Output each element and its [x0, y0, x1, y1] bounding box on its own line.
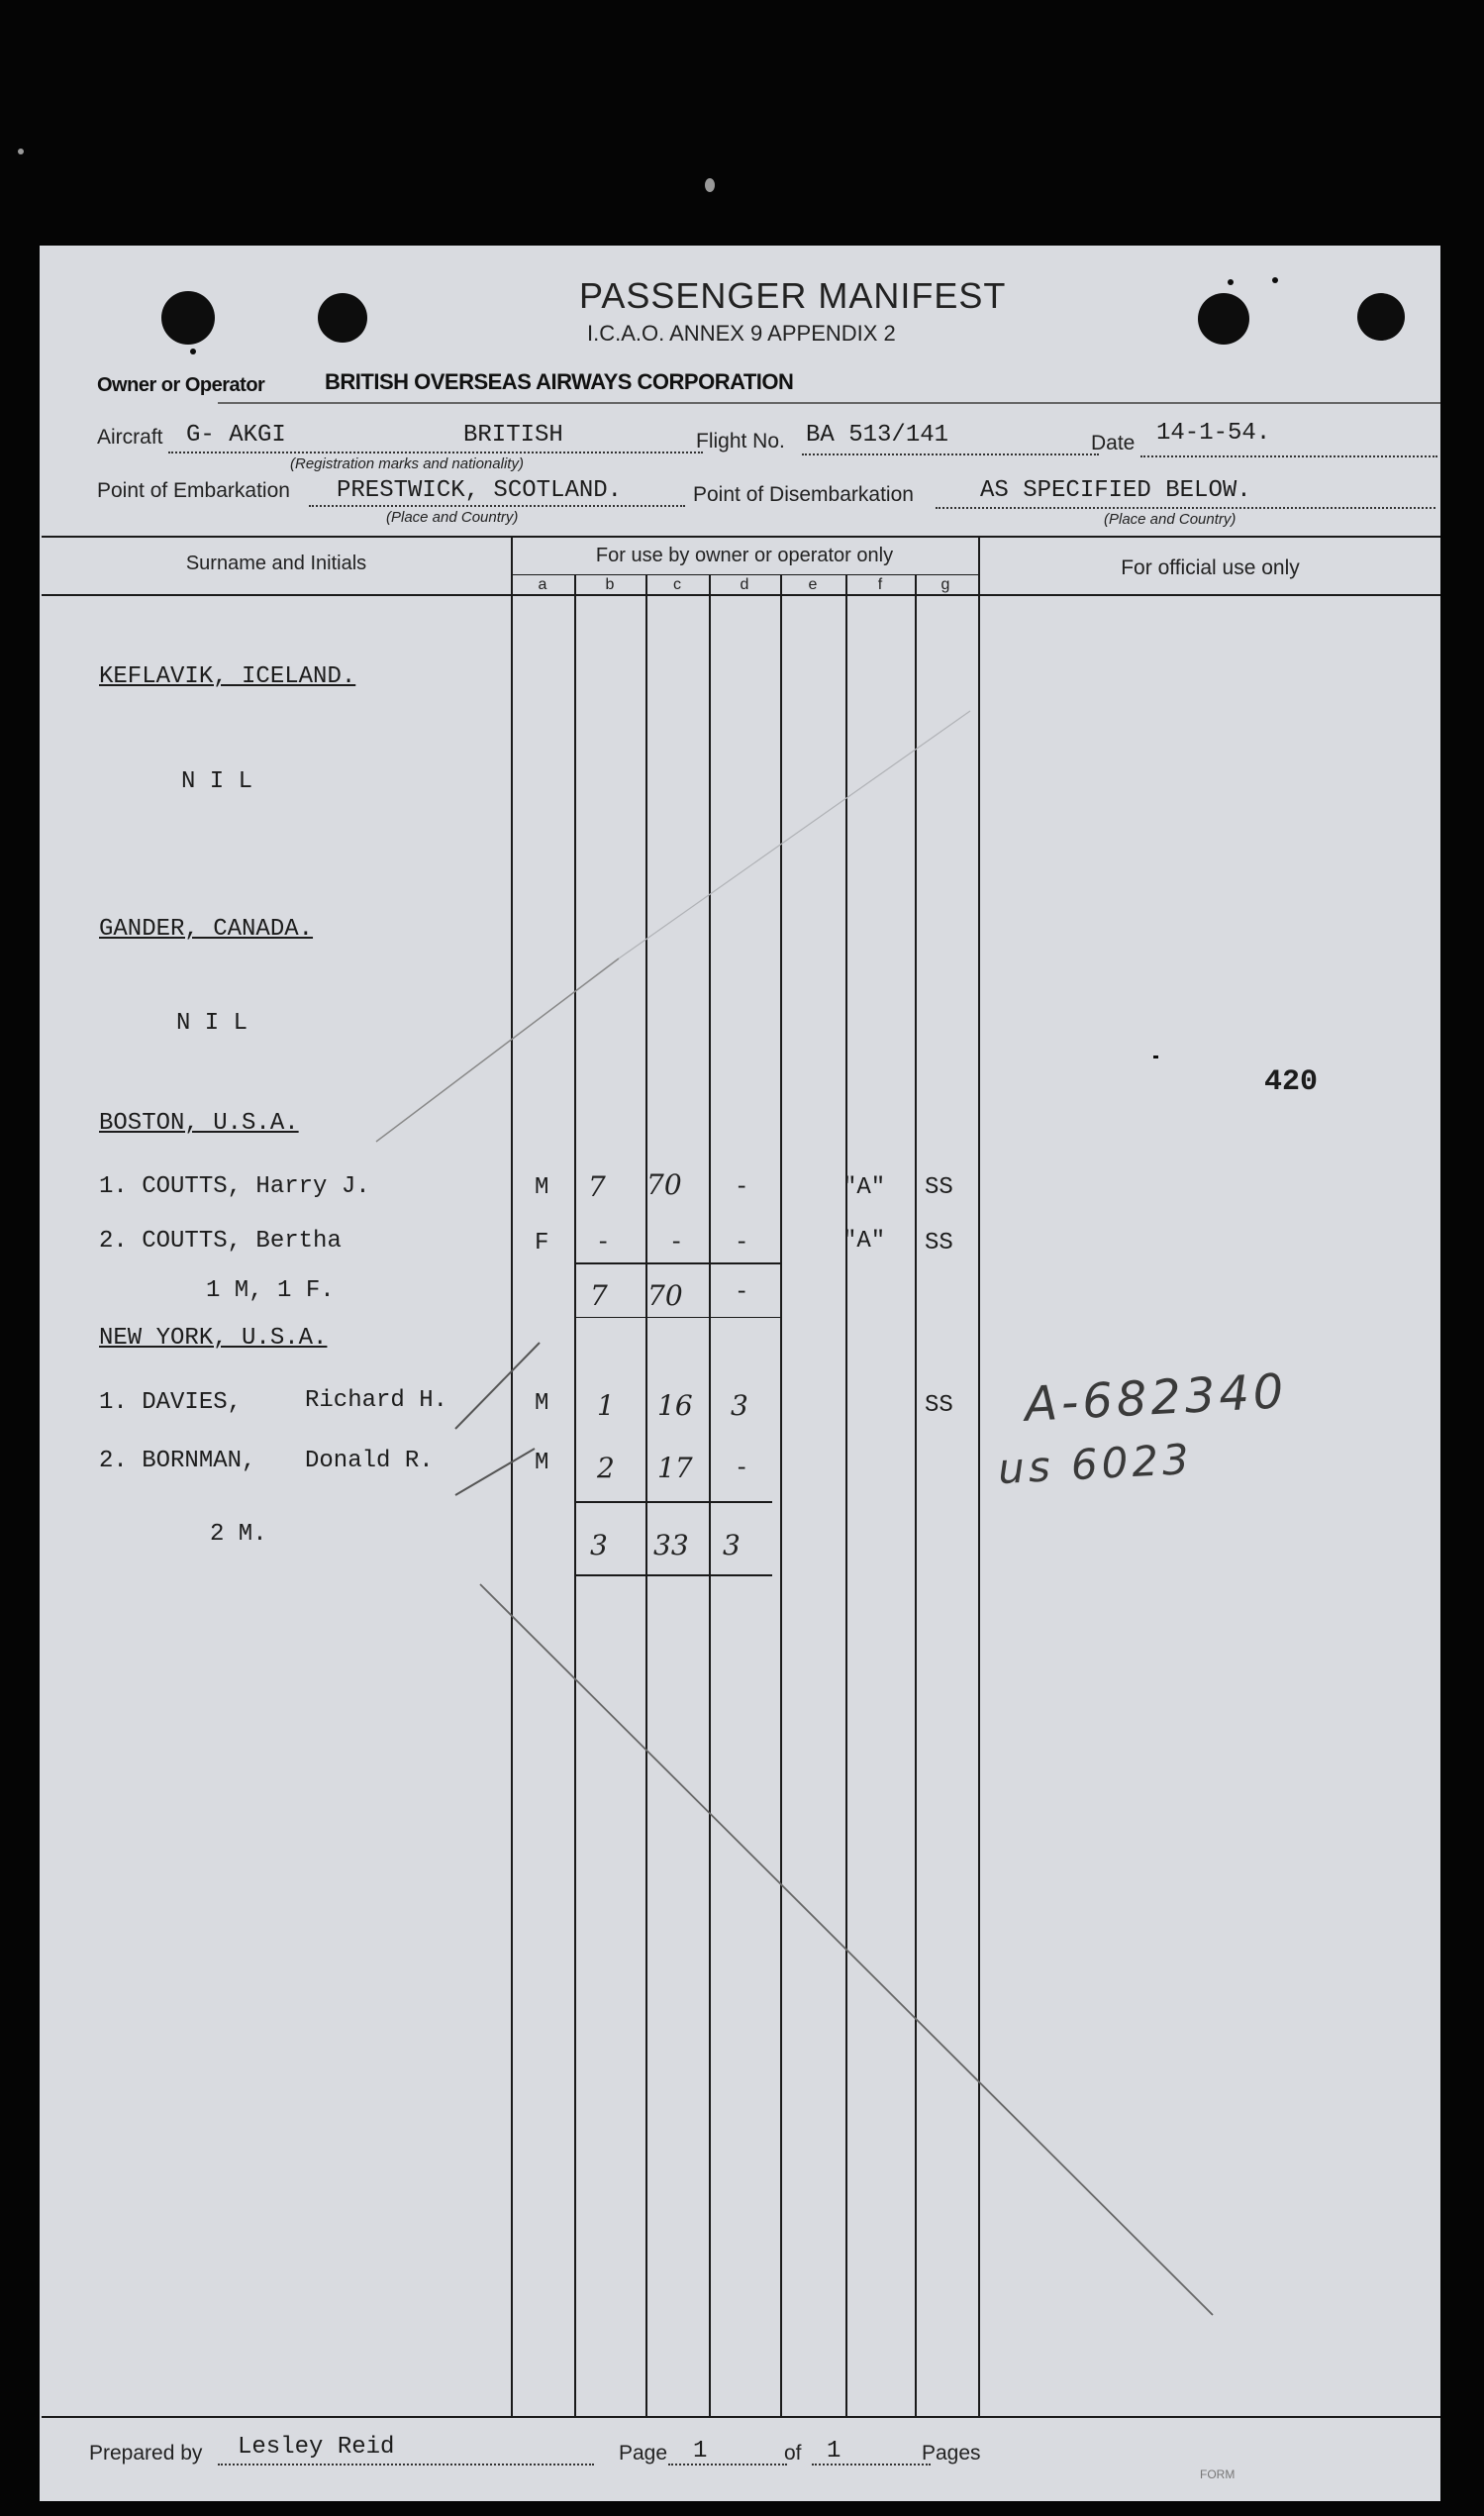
row-col-b: 1 [597, 1389, 615, 1422]
keflavik-nil: N I L [181, 768, 253, 795]
row-col-d: - [735, 1456, 749, 1482]
prepared-dots [218, 2464, 594, 2466]
row-col-g: SS [925, 1392, 953, 1419]
newyork-total-c: 33 [653, 1529, 689, 1561]
subcol-b: b [605, 576, 615, 593]
subcol-g: g [940, 576, 950, 593]
row-given-name: Richard H. [305, 1387, 448, 1414]
subcol-a: a [538, 576, 547, 593]
scan-speck [705, 178, 715, 192]
row-name: 2. BORNMAN, [99, 1448, 256, 1474]
boston-total-b: 7 [590, 1279, 608, 1312]
row-col-a: M [535, 1450, 549, 1476]
row-col-g: SS [925, 1230, 953, 1257]
page-title: PASSENGER MANIFEST [579, 275, 1007, 316]
section-newyork: NEW YORK, U.S.A. [99, 1325, 328, 1352]
page-value: 1 [693, 2438, 708, 2465]
row-name: 1. COUTTS, Harry J. [99, 1173, 370, 1200]
row-col-a: M [535, 1390, 549, 1417]
row-col-c: 16 [657, 1389, 693, 1422]
date-value: 14-1-54. [1156, 420, 1271, 447]
section-keflavik: KEFLAVIK, ICELAND. [99, 663, 356, 690]
flight-label: Flight No. [696, 430, 785, 453]
subcol-f: f [877, 576, 883, 593]
section-boston: BOSTON, U.S.A. [99, 1110, 299, 1137]
prepared-value: Lesley Reid [238, 2434, 395, 2461]
row-col-g: SS [925, 1174, 953, 1201]
embark-label: Point of Embarkation [97, 479, 290, 502]
boston-total-label: 1 M, 1 F. [206, 1277, 335, 1304]
row-col-a: F [535, 1230, 549, 1257]
of-value: 1 [827, 2438, 841, 2465]
row-col-d: - [735, 1230, 749, 1257]
newyork-total-d: 3 [723, 1529, 741, 1561]
page-dots [668, 2464, 787, 2466]
row-col-d: - [735, 1174, 749, 1201]
flight-value: BA 513/141 [806, 422, 949, 449]
page-label: Page [619, 2442, 668, 2465]
row-col-b: 2 [597, 1452, 615, 1484]
disembark-value: AS SPECIFIED BELOW. [980, 477, 1251, 504]
section-gander: GANDER, CANADA. [99, 916, 314, 943]
stamp-number: 420 [1264, 1065, 1319, 1099]
row-given-name: Donald R. [305, 1448, 434, 1474]
newyork-total-b: 3 [590, 1529, 608, 1561]
of-label: of [784, 2442, 802, 2465]
nationality-value: BRITISH [463, 422, 563, 449]
page-subtitle: I.C.A.O. ANNEX 9 APPENDIX 2 [587, 321, 896, 346]
row-col-c: - [669, 1230, 684, 1257]
pencil-strike-lines [40, 246, 1440, 2501]
boston-total-d: - [735, 1279, 749, 1306]
row-col-b: - [596, 1230, 611, 1257]
row-col-f: "A" [842, 1174, 886, 1201]
gander-nil: N I L [176, 1010, 248, 1037]
boston-total-c: 70 [647, 1279, 683, 1312]
row-name: 2. COUTTS, Bertha [99, 1228, 342, 1255]
subcol-e: e [808, 576, 818, 593]
manifest-sheet [40, 246, 1440, 2501]
surname-column-header: Surname and Initials [185, 553, 367, 574]
registration-note: (Registration marks and nationality) [290, 455, 524, 472]
aircraft-label: Aircraft [97, 426, 163, 449]
row-col-b: 7 [588, 1170, 606, 1203]
date-label: Date [1091, 432, 1136, 454]
row-col-c: 70 [646, 1168, 682, 1201]
owner-value: BRITISH OVERSEAS AIRWAYS CORPORATION [325, 369, 794, 394]
operator-column-header: For use by owner or operator only [595, 545, 894, 566]
scan-speck [18, 149, 24, 154]
subcol-c: c [673, 576, 681, 593]
prepared-label: Prepared by [89, 2442, 203, 2465]
disembark-label: Point of Disembarkation [693, 483, 914, 506]
embark-value: PRESTWICK, SCOTLAND. [337, 477, 623, 504]
disembark-note: (Place and Country) [1104, 511, 1237, 528]
row-col-a: M [535, 1174, 549, 1201]
embark-note: (Place and Country) [386, 509, 519, 526]
owner-label: Owner or Operator [97, 374, 265, 396]
row-col-c: 17 [657, 1452, 693, 1484]
row-name: 1. DAVIES, [99, 1389, 243, 1416]
aircraft-value: G- AKGI [186, 422, 286, 449]
row-col-f: "A" [842, 1228, 886, 1255]
official-handwritten-number: A-682340 [1023, 1363, 1289, 1433]
official-column-header: For official use only [1121, 556, 1300, 579]
newyork-total-label: 2 M. [210, 1521, 267, 1548]
form-code: FORM [1200, 2467, 1236, 2481]
row-col-d: 3 [731, 1389, 748, 1422]
pages-label: Pages [922, 2442, 981, 2465]
subcol-d: d [740, 576, 749, 593]
of-dots [812, 2464, 931, 2466]
official-handwritten-code: us 6023 [996, 1434, 1194, 1494]
